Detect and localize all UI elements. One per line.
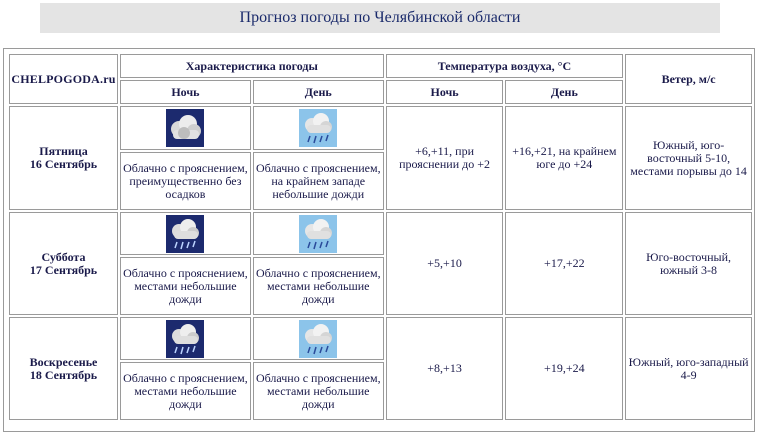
forecast-table (7, 52, 754, 422)
temp-night-header: Ночь (386, 80, 504, 104)
night-description: Облачно с прояснением, местами небольшие дожди (120, 362, 251, 420)
weekday: Пятница (39, 144, 88, 158)
weather-header: Характеристика погоды (120, 54, 384, 78)
day-icon-cell (253, 106, 384, 150)
night-icon-cell (120, 212, 251, 255)
page-title: Прогноз погоды по Челябинской области (40, 3, 720, 33)
cloud-rain-light-icon (299, 109, 337, 147)
wind-value: Юго-восточный, южный 3-8 (625, 212, 752, 315)
night-icon-cell (120, 317, 251, 360)
wind-header: Ветер, м/с (625, 54, 752, 104)
weather-day-header: День (253, 80, 384, 104)
temperature-header: Температура воздуха, °С (386, 54, 624, 78)
cloud-rain-light-icon (299, 215, 337, 253)
day-icon-cell (253, 212, 384, 255)
cloud-rain-night-icon (166, 215, 204, 253)
day-description: Облачно с прояснением, местами небольшие дожди (253, 362, 384, 420)
day-label (9, 212, 118, 315)
day-temperature: +19,+24 (505, 317, 623, 420)
night-temperature: +8,+13 (386, 317, 504, 420)
date: 17 Сентябрь (29, 262, 98, 277)
wind-value: Южный, юго-восточный 5-10, местами порывы до 14 (625, 106, 752, 210)
wind-value: Южный, юго-западный 4-9 (625, 317, 752, 420)
day-description: Облачно с прояснением, местами небольшие дожди (253, 257, 384, 315)
day-description: Облачно с прояснением, на крайнем западе небольшие дожди (253, 152, 384, 210)
night-temperature: +6,+11, при прояснении до +2 (386, 106, 504, 210)
cloud-rain-light-icon (299, 320, 337, 358)
night-description: Облачно с прояснением, местами небольшие дожди (120, 257, 251, 315)
weather-night-header: Ночь (120, 80, 251, 104)
cloudy-icon (166, 109, 204, 147)
night-icon-cell (120, 106, 251, 150)
temp-day-header: День (505, 80, 623, 104)
day-label (9, 106, 118, 210)
night-description: Облачно с прояснением, преимущественно без осадков (120, 152, 251, 210)
forecast-panel (3, 48, 755, 432)
date: 16 Сентябрь (29, 157, 98, 171)
night-temperature: +5,+10 (386, 212, 504, 315)
day-temperature: +16,+21, на крайнем юге до +24 (505, 106, 623, 210)
weekday: Воскресенье (29, 354, 98, 369)
day-label (9, 317, 118, 420)
cloud-rain-night-icon (166, 320, 204, 358)
day-temperature: +17,+22 (505, 212, 623, 315)
weekday: Суббота (41, 249, 86, 264)
day-icon-cell (253, 317, 384, 360)
date: 18 Сентябрь (29, 367, 98, 382)
site-name: CHELPOGODA.ru (9, 54, 118, 104)
